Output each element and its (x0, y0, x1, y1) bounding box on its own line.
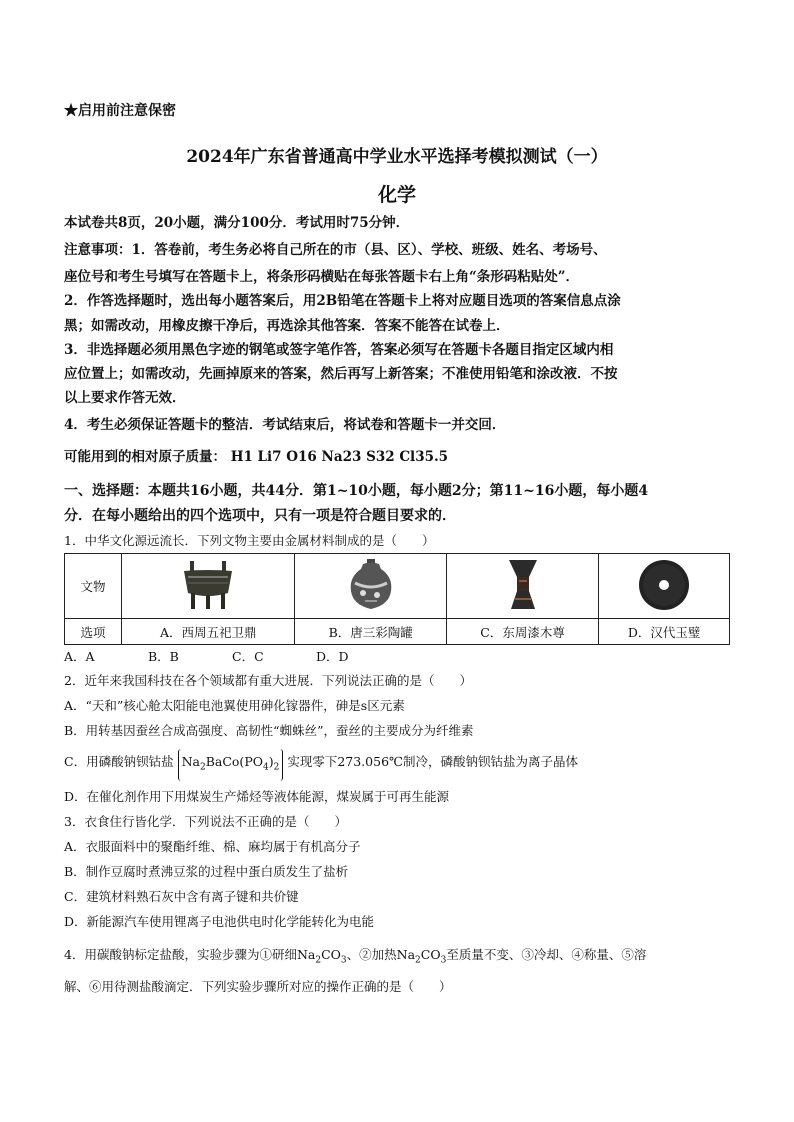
formula-na: Na (396, 947, 416, 962)
q2-option-b[interactable]: B．用转基因蚕丝合成高强度、高韧性“蜘蛛丝”，蚕丝的主要成分为纤维素 (64, 723, 474, 738)
atomic-mass-line: 可能用到的相对原子质量： H1 Li7 O16 Na23 S32 Cl35.5 (64, 449, 449, 465)
notes-line-4: 2．作答选择题时，选出每小题答案后，用2B铅笔在答题卡上将对应题目选项的答案信息点涂 (64, 293, 621, 309)
q3-option-c[interactable]: C．建筑材料熟石灰中含有离子键和共价键 (64, 889, 299, 904)
notes-line-1: 本试卷共8页，20小题，满分100分．考试用时75分钟． (64, 215, 410, 231)
q3-stem: 3．衣食住行皆化学．下列说法不正确的是（ ） (64, 814, 347, 829)
q2-option-c-suffix: 实现零下273.056℃制冷，磷酸钠钡钴盐为离子晶体 (287, 754, 579, 769)
notes-line-7: 应位置上；如需改动，先画掉原来的答案，然后再写上新答案；不准使用铅笔和涂改液．不按 (64, 366, 618, 382)
notes-line-3: 座位号和考生号填写在答题卡上，将条形码横贴在每张答题卡右上角“条形码粘贴处”． (64, 269, 580, 285)
notes-line-8: 以上要求作答无效． (64, 390, 186, 406)
q2-option-c[interactable] (64, 749, 744, 781)
relic-image-d (599, 554, 730, 619)
formula-na: Na (296, 947, 316, 962)
q1-stem: 1．中华文化源远流长．下列文物主要由金属材料制成的是（ ） (64, 533, 435, 548)
section-heading-1: 一、选择题：本题共16小题，共44分．第1~10小题，每小题2分；第11~16小题，每小题4 (64, 483, 649, 499)
confidential-label: ★启用前注意保密 (64, 103, 176, 119)
q1-option-a[interactable]: A．A (64, 649, 95, 664)
formula-sub-2: 2 (315, 955, 322, 966)
pottery-jar-icon (341, 557, 401, 613)
q1-option-c[interactable]: C．C (232, 649, 264, 664)
relic-label-b: B．唐三彩陶罐 (295, 619, 447, 645)
formula-co: CO (420, 947, 441, 962)
q2-stem: 2．近年来我国科技在各个领域都有重大进展．下列说法正确的是（ ） (64, 673, 472, 688)
q2-option-d[interactable]: D．在催化剂作用下用煤炭生产烯烃等液体能源，煤炭属于可再生能源 (64, 789, 450, 804)
q2-option-a[interactable]: A．“天和”核心舱太阳能电池翼使用砷化镓器件，砷是s区元素 (64, 698, 405, 713)
relic-image-b (295, 554, 447, 619)
q3-option-b[interactable]: B．制作豆腐时煮沸豆浆的过程中蛋白质发生了盐析 (64, 864, 349, 879)
notes-line-2: 注意事项：1．答卷前，考生务必将自己所在的市（县、区）、学校、班级、姓名、考场号、 (64, 242, 607, 258)
q1-option-b[interactable]: B．B (148, 649, 179, 664)
notes-line-9: 4．考生必须保证答题卡的整洁．考试结束后，将试卷和答题卡一并交回． (64, 417, 506, 433)
q4-stem-line-1 (64, 942, 744, 974)
q4-text-2: 、②加热 (346, 947, 397, 962)
bronze-ding-icon (178, 557, 238, 613)
formula-sub-outer-2: 2 (273, 762, 280, 773)
formula-sub-2: 2 (415, 955, 421, 966)
formula-co: CO (321, 947, 341, 962)
relic-image-c (446, 554, 598, 619)
relic-row-header: 文物 (65, 554, 122, 619)
q4-text-3: 至质量不变、③冷却、④称量、⑤溶 (446, 947, 647, 962)
q2-option-c-prefix: C．用磷酸钠钡钴盐 (64, 754, 174, 769)
notes-line-6: 3．非选择题必须用黑色字迹的钢笔或签字笔作答，答案必须写在答题卡各题目指定区域内相 (64, 342, 614, 358)
jade-bi-icon (634, 557, 694, 613)
notes-line-5: 黑；如需改动，用橡皮擦干净后，再选涂其他答案．答案不能答在试卷上． (64, 318, 510, 334)
formula-sub-2: 2 (199, 762, 206, 773)
option-row-header: 选项 (65, 619, 122, 645)
q1-option-d[interactable]: D．D (316, 649, 349, 664)
q3-option-d[interactable]: D．新能源汽车使用锂离子电池供电时化学能转化为电能 (64, 914, 375, 929)
section-heading-2: 分．在每小题给出的四个选项中，只有一项是符合题目要求的． (64, 508, 456, 524)
formula-po: PO (244, 754, 263, 769)
formula-sub-4: 4 (262, 762, 269, 773)
q4-stem-line-2: 解、⑥用待测盐酸滴定．下列实验步骤所对应的操作正确的是（ ） (64, 979, 452, 994)
q3-option-a[interactable]: A．衣服面料中的聚酯纤维、棉、麻均属于有机高分子 (64, 839, 361, 854)
q4-text-1: 4．用碳酸钠标定盐酸，实验步骤为①研细 (64, 947, 297, 962)
formula-baco: BaCo (205, 754, 240, 769)
relic-label-c: C．东周漆木尊 (446, 619, 598, 645)
q1-relic-table (64, 553, 730, 645)
relic-image-a (122, 554, 295, 619)
relic-label-d: D．汉代玉璧 (599, 619, 730, 645)
relic-label-a: A．西周五祀卫鼎 (122, 619, 295, 645)
q1-options (64, 644, 744, 669)
formula-na: Na (181, 754, 200, 769)
lacquer-zun-icon (493, 557, 553, 613)
subject-title: 化学 (377, 184, 416, 206)
exam-title: 2024年广东省普通高中学业水平选择考模拟测试（一） (186, 147, 608, 167)
formula-sub-3: 3 (340, 955, 347, 966)
formula-sub-3: 3 (440, 955, 447, 966)
q2-formula: $Na_2BaCo(PO_4)_2$ (178, 749, 284, 781)
